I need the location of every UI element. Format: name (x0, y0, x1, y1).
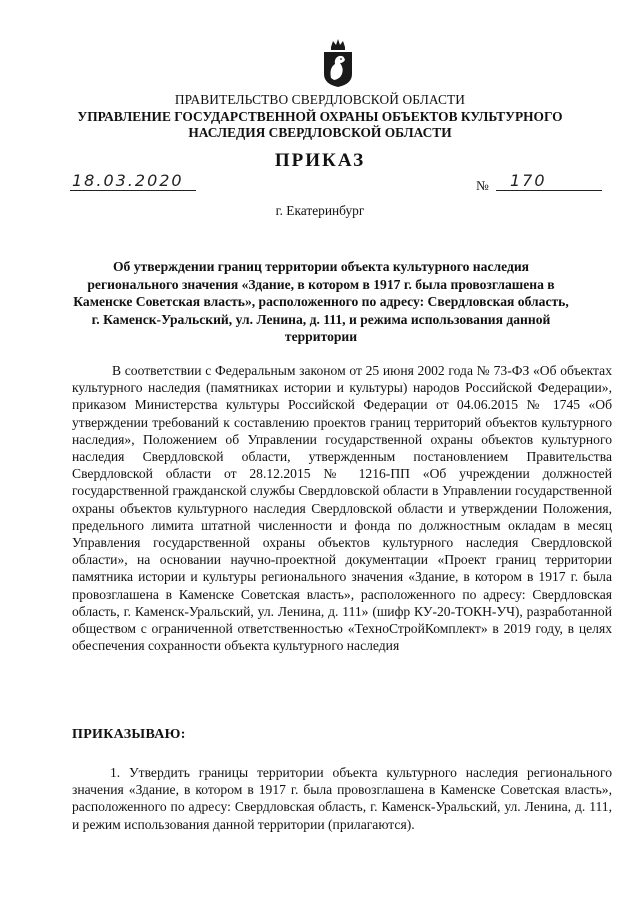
date-field (70, 168, 196, 191)
order-subject: Об утверждении границ территории объекта культурного наследия регионального значения «Здание, в котором в 1917 г. была провозглашена в Каменске Советская власть», расположенного по адресу: Свердловская область, г. Каменск-Уральский, ул. Ленина, д. 111, и режима использования данной территории (73, 259, 569, 344)
document-type-title: ПРИКАЗ (274, 150, 366, 171)
number-label: № (476, 178, 489, 193)
handwritten-date: 18.03.2020 (72, 171, 184, 190)
number-field (496, 170, 602, 191)
order-item-1: 1. Утвердить границы территории объекта культурного наследия регионального значения «Здание, в котором в 1917 г. была провозглашена в Каменске Советская власть», расположенного по адресу: Свердловская область, г. Каменск-Уральский, ул. Ленина, д. 111, и режим использования данной территории (прилагаются). (72, 765, 612, 832)
order-word: ПРИКАЗЫВАЮ: (72, 727, 186, 742)
handwritten-number: 170 (510, 171, 547, 190)
coat-of-arms-icon (322, 38, 354, 88)
city-name: г. Екатеринбург (275, 203, 365, 218)
preamble-paragraph: В соответствии с Федеральным законом от 25 июня 2002 года № 73-ФЗ «Об объектах культурного наследия (памятниках истории и культуры) народов Российской Федерации», приказом Министерства культуры Российской Федерации от 04.06.2015 № 1745 «Об утверждении требований к составлению проектов границ территорий объектов культурного наследия», Положением об Управлении государственной охраны объектов культурного наследия Свердловской области, утвержденным постановлением Правительства Свердловской области от 28.12.2015 № 1216-ПП «Об учреждении должностей государственной гражданской службы Свердловской области в Управлении государственной охраны объектов культурного наследия Свердловской области и утверждении Положения, предельного лимита штатной численности и фонда по должностным окладам в месяц Управления государственной охраны объектов культурного наследия Свердловской области», на основании научно-проектной документации «Проект границ территории памятника истории и культуры регионального значения «Здание, в котором в 1917 г. была провозглашена в Каменске Советская власть», расположенного по адресу: Свердловская область, г. Каменск-Уральский, ул. Ленина, д. 111» (шифр КУ-20-ТОКН-УЧ), разработанной обществом с ограниченной ответственностью «ТехноСтройКомплект» в 2019 году, в целях обеспечения сохранности объекта культурного наследия (72, 363, 612, 654)
department-name: УПРАВЛЕНИЕ ГОСУДАРСТВЕННОЙ ОХРАНЫ ОБЪЕКТОВ КУЛЬТУРНОГО НАСЛЕДИЯ СВЕРДЛОВСКОЙ ОБЛАСТИ (77, 109, 563, 140)
government-name: ПРАВИТЕЛЬСТВО СВЕРДЛОВСКОЙ ОБЛАСТИ (174, 92, 466, 107)
